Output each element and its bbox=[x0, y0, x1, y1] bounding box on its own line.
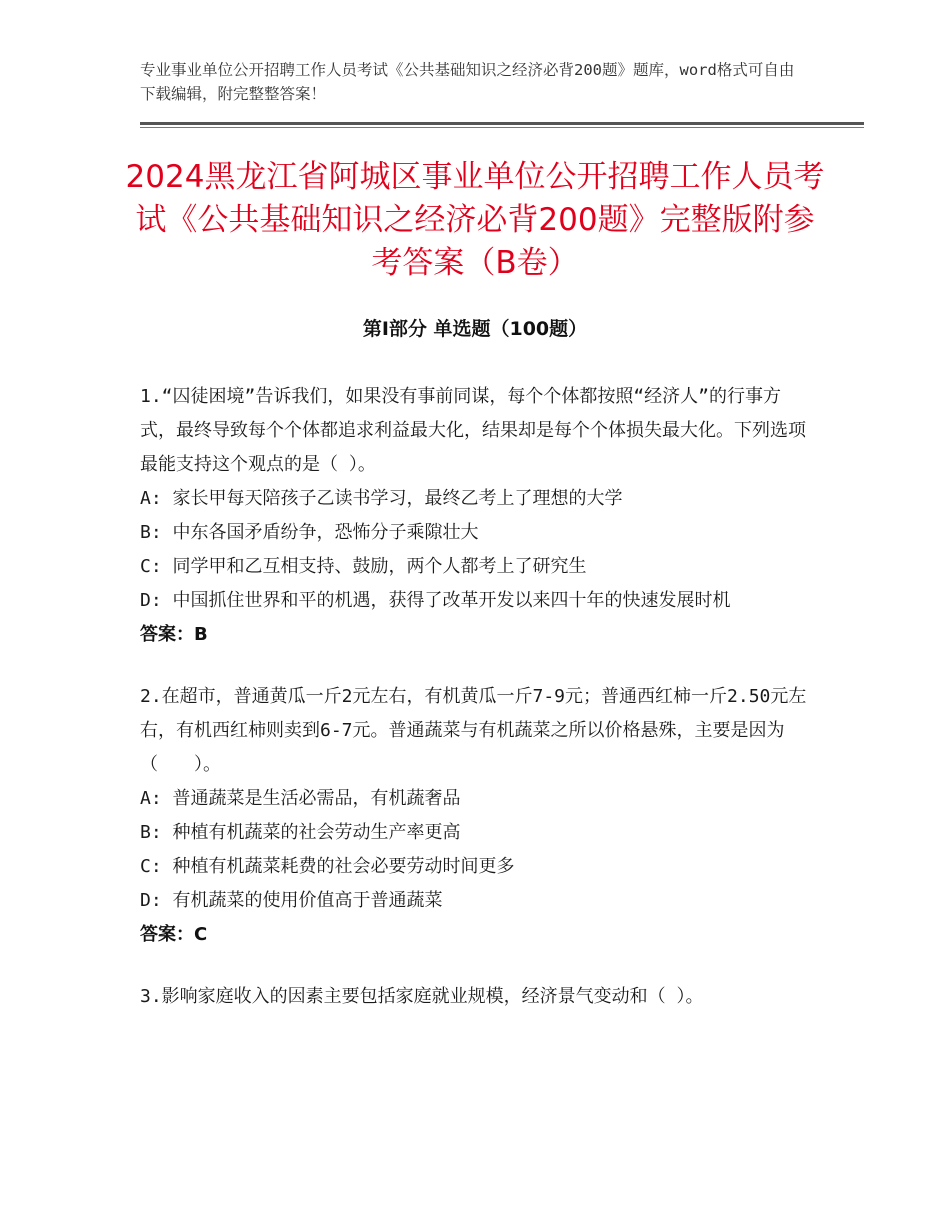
answer: 答案：C bbox=[140, 924, 208, 945]
option-c: C: 种植有机蔬菜耗费的社会必要劳动时间更多 bbox=[140, 856, 515, 877]
option-a: A: 家长甲每天陪孩子乙读书学习，最终乙考上了理想的大学 bbox=[140, 488, 623, 509]
document-title: 2024黑龙江省阿城区事业单位公开招聘工作人员考试《公共基础知识之经济必背200题》完整版附参考答案（B卷） bbox=[125, 159, 825, 281]
option-c: C: 同学甲和乙互相支持、鼓励，两个人都考上了研究生 bbox=[140, 556, 587, 577]
section-title: 第Ⅰ部分 单选题（100题） bbox=[362, 318, 588, 340]
question-stem: 3.影响家庭收入的因素主要包括家庭就业规模，经济景气变动和（ ）。 bbox=[140, 986, 704, 1007]
header-divider-thin bbox=[140, 127, 864, 128]
option-d: D: 有机蔬菜的使用价值高于普通蔬菜 bbox=[140, 890, 443, 911]
question-3 bbox=[140, 980, 810, 1014]
answer: 答案：B bbox=[140, 624, 208, 645]
question-stem: 1.“囚徒困境”告诉我们，如果没有事前同谋，每个个体都按照“经济人”的行事方式，最终导致每个个体都追求利益最大化，结果却是每个个体损失最大化。下列选项最能支持这个观点的是（ ）。 bbox=[140, 386, 806, 475]
question-list bbox=[140, 380, 810, 1042]
option-a: A: 普通蔬菜是生活必需品，有机蔬奢品 bbox=[140, 788, 461, 809]
question-stem: 2.在超市，普通黄瓜一斤2元左右，有机黄瓜一斤7-9元；普通西红柿一斤2.50元左右，有机西红柿则卖到6-7元。普通蔬菜与有机蔬菜之所以价格悬殊，主要是因为（ ）。 bbox=[140, 686, 807, 775]
header-divider-thick bbox=[140, 122, 864, 125]
question-1 bbox=[140, 380, 810, 652]
option-b: B: 中东各国矛盾纷争，恐怖分子乘隙壮大 bbox=[140, 522, 479, 543]
option-b: B: 种植有机蔬菜的社会劳动生产率更高 bbox=[140, 822, 461, 843]
header-note: 专业事业单位公开招聘工作人员考试《公共基础知识之经济必背200题》题库，word格式可自由下载编辑，附完整整答案！ bbox=[140, 61, 795, 103]
option-d: D: 中国抓住世界和平的机遇，获得了改革开发以来四十年的快速发展时机 bbox=[140, 590, 731, 611]
question-2 bbox=[140, 680, 810, 952]
